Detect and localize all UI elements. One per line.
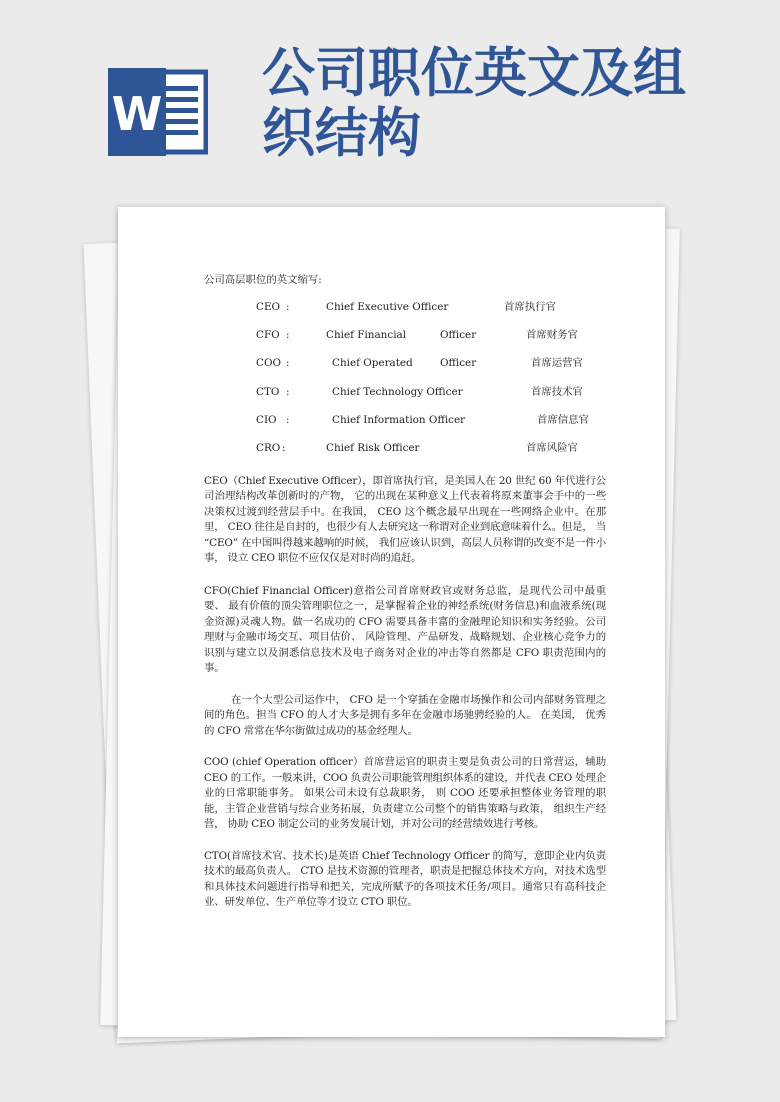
- position-row: [204, 300, 606, 328]
- position-abbr: CTO: [256, 385, 280, 398]
- position-colon: :: [286, 385, 290, 398]
- position-abbr: CRO: [256, 442, 281, 455]
- position-chinese: 首席信息官: [537, 414, 589, 427]
- position-english: Chief Technology Officer: [332, 385, 463, 398]
- position-english: Chief Information Officer: [332, 414, 466, 427]
- position-row: [204, 385, 606, 413]
- position-row: [204, 441, 606, 469]
- position-abbr: CFO: [256, 328, 280, 341]
- position-abbr: CEO: [256, 300, 281, 313]
- paragraph-cto: CTO(首席技术官、技术长)是英语 Chief Technology Officer 的简写，意即企业内负责技术的最高负责人。 CTO 是技术资源的管理者，职责是把握总体技术方向，对技术选型和具体技术问题进行指导和把关，完成所赋予的各项技术任务/项目。通常只有高科技企业、研发单位、生产单位等才设立 CTO 职位。: [204, 849, 606, 909]
- position-chinese: 首席风险官: [526, 442, 578, 455]
- position-chinese: 首席运营官: [531, 357, 583, 370]
- position-colon: :: [286, 357, 290, 370]
- word-icon: [108, 68, 208, 156]
- position-english: Chief Financial: [326, 328, 407, 341]
- position-english-tail: Officer: [440, 357, 477, 370]
- position-english: Chief Risk Officer: [326, 442, 420, 455]
- position-row: [204, 328, 606, 356]
- document-body: [204, 273, 606, 911]
- position-english: Chief Executive Officer: [326, 300, 449, 313]
- document-page: [118, 207, 665, 1037]
- position-english: Chief Operated: [332, 357, 413, 370]
- position-row: [204, 356, 606, 384]
- position-chinese: 首席财务官: [526, 328, 578, 341]
- paragraph-ceo: CEO（Chief Executive Officer），即首席执行官，是美国人在 20 世纪 60 年代进行公司治理结构改革创新时的产物， 它的出现在某种意义上代表着将原来董事会手中的一些决策权过渡到经营层手中。在我国， CEO 这个概念最早出现在一些网络企业中。在那里， CEO 往往是自封的，也很少有人去研究这一称谓对企业到底意味着什么。但是， 当 “CEO” 在中国叫得越来越响的时候， 我们应该认识到，高层人员称谓的改变不是一件小事， 设立 CEO 职位不应仅仅是对时尚的追赶。: [204, 474, 606, 565]
- position-chinese: 首席执行官: [504, 300, 556, 313]
- positions-list: [204, 300, 606, 470]
- position-abbr: CIO: [256, 414, 277, 427]
- document-heading: 公司高层职位的英文缩写:: [204, 274, 322, 286]
- position-english-tail: Officer: [440, 328, 477, 341]
- position-colon: :: [286, 328, 290, 341]
- position-chinese: 首席技术官: [531, 385, 583, 398]
- paragraph-cfo-role: 在一个大型公司运作中， CFO 是一个穿插在金融市场操作和公司内部财务管理之间的角色。担当 CFO 的人才大多是拥有多年在金融市场驰骋经验的人。 在美国， 优秀的 CFO 常常在华尔街做过成功的基金经理人。: [204, 693, 606, 737]
- word-icon-letter: W: [111, 87, 163, 141]
- position-abbr: COO: [256, 357, 281, 370]
- position-colon: :: [286, 414, 290, 427]
- page-title: 公司职位英文及组织结构: [262, 43, 686, 164]
- position-colon: :: [282, 442, 286, 455]
- paragraph-cfo: CFO(Chief Financial Officer)意指公司首席财政官或财务总监，是现代公司中最重要、 最有价值的顶尖管理职位之一，是掌握着企业的神经系统(财务信息)和血液系统(现金资源)灵魂人物。做一名成功的 CFO 需要具备丰富的金融理论知识和实务经验。公司理财与金融市场交互、项目估价、 风险管理、产品研发、战略规划、企业核心竞争力的识别与建立以及洞悉信息技术及电子商务对企业的冲击等自然都是 CFO 职责范围内的事。: [204, 584, 606, 675]
- position-row: [204, 413, 606, 441]
- paragraph-coo: COO (chief Operation officer）首席营运官的职责主要是负责公司的日常营运，辅助 CEO 的工作。一般来讲，COO 负责公司职能管理组织体系的建设，并代表 CEO 处理企业的日常职能事务。 如果公司未设有总裁职务， 则 COO 还要承担整体业务管理的职能，主管企业营销与综合业务拓展，负责建立公司整个的销售策略与政策， 组织生产经营， 协助 CEO 制定公司的业务发展计划，并对公司的经营绩效进行考核。: [204, 756, 606, 831]
- position-colon: :: [286, 300, 290, 313]
